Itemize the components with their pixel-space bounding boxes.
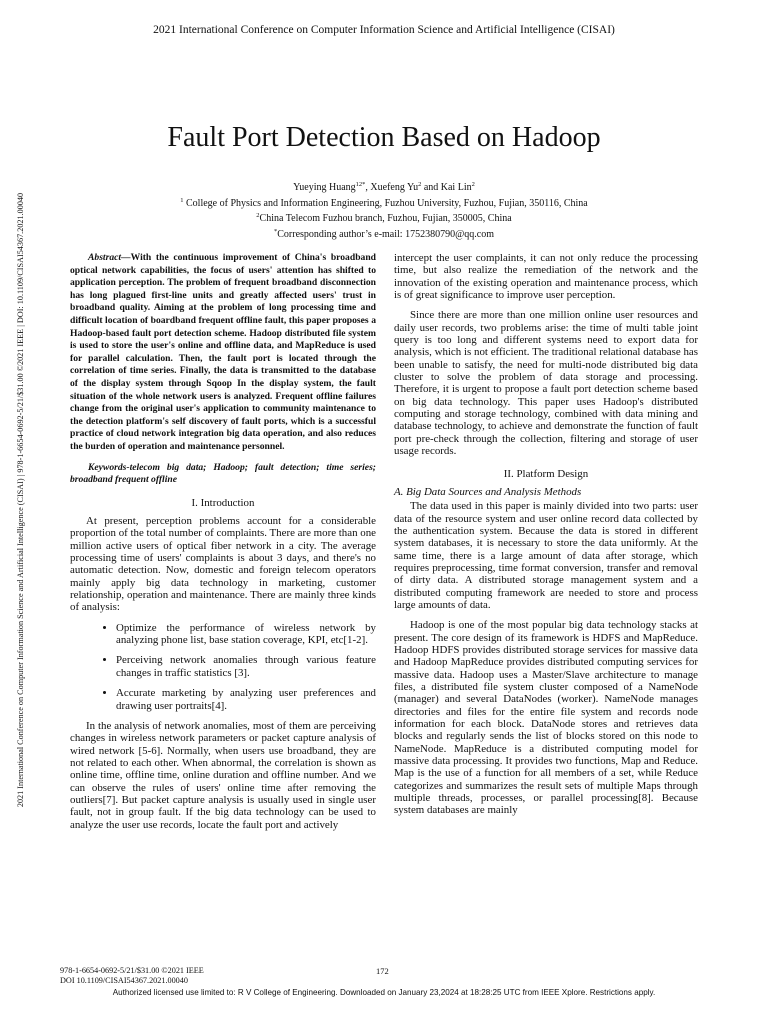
conference-header: 2021 International Conference on Computer Information Science and Artificial Intelligence (CISAI) xyxy=(153,24,615,36)
page-number: 172 xyxy=(376,966,389,976)
right-column xyxy=(394,252,698,817)
affiliation-1: $^1$ College of Physics and Information Engineering, Fuzhou University, Fuzhou, Fujian, 350116, China xyxy=(180,196,588,209)
section-heading-introduction: I. Introduction xyxy=(191,496,255,509)
list-item: • Perceiving network anomalies through various feature changes in traffic statistics [3]. xyxy=(116,654,376,679)
left-column xyxy=(70,252,376,831)
platform-paragraph-2: Hadoop is one of the most popular big data technology stacks at present. The core design of its framework is HDFS and MapReduce. Hadoop HDFS provides distributed storage services for massive data and Hadoop MapReduce provides distributed computing services for massive data. Hadoop uses a Master/Slave architecture to manage files, a distributed file system cluster composed of a NameNode (manager) and several DataNodes (worker). NameNode manages directories and files for the entire file system and records node information for each block. DataNode stores and retrieves data blocks and regularly sends the list of blocks stored on this node to NameNode. MapReduce is a distributed computing model for massive data processing. It provides two functions, Map and Reduce. Map is the use of a function for all members of a set, while Reduce categorizes and summarizes the result sets of multiple Maps through multiple threads, processes, or parallel processing[8]. Because system databases are mainly xyxy=(394,619,698,817)
doi-line: DOI 10.1109/CISAI54367.2021.00040 xyxy=(60,976,188,985)
section-heading-platform-design: II. Platform Design xyxy=(503,467,589,480)
isbn-line: 978-1-6654-0692-5/21/$31.00 ©2021 IEEE xyxy=(60,966,204,975)
author-block xyxy=(0,180,768,242)
intro-paragraph-4: Since there are more than one million online user resources and daily user records, two problems arise: the time of multi table joint query is too long and different systems need to export data for analysis, which is not efficient. The traditional relational database has been unable to satisfy, the need for multi-node distributed big data cluster to solve the problem of data storage and processing. Therefore, it is urgent to propose a fault port detection scheme based on big data technology. This paper uses Hadoop's distributed computing and storage technology, combined with data mining and database technology, to achieve and demonstrate the function of fault port pre-check through the collection, filtering and storage of user usage records. xyxy=(394,309,698,458)
abstract-label: Abstract— xyxy=(88,252,131,263)
abstract-text: With the continuous improvement of China's broadband optical network capabilities, the focus of users' attention has shifted to application perception. The problem of frequent broadband disconnection has long plagued first-line units and greatly affected users' trust in broadband quality. Aiming at the problem of long processing time and difficult location of boardband frequent offline fault, this paper proposes a Hadoop-based fault port detection scheme. Hadoop distributed file system is used to store the user's online and offline data, and MapReduce is used for parallel calculation. Then, the fault port is located through the correlation of time series. Finally, the data is transmitted to the database of the display system through Sqoop In the display system, the fault situation of the whole network users is analyzed. Frequent offline failures change from the original user's application to community maintenance to the detection platform's self discovery of fault ports, which is a successful practice of cloud network integration big data operation, and also reduces the burden of operation and maintenance personnel. xyxy=(70,252,376,452)
list-item: • Optimize the performance of wireless network by analyzing phone list, base station coverage, KPI, etc[1-2]. xyxy=(116,622,376,647)
paper-title: Fault Port Detection Based on Hadoop xyxy=(167,122,601,153)
subsection-heading-data-sources: A. Big Data Sources and Analysis Methods xyxy=(394,485,582,498)
intro-paragraph-1: At present, perception problems account for a considerable proportion of the total number of complaints. There are more than one million active users of optical fiber network in a city. The average processing time of users' complaints is about 3 days, and there's no automatic detection. Now, domestic and foreign telecom operators mainly apply big data technology in marketing, customer relationship, operation and maintenance. There are mainly three kinds of analysis: xyxy=(70,515,376,614)
keywords: Keywords-telecom big data; Hadoop; fault detection; time series; broadband frequent offline xyxy=(70,461,376,486)
side-citation-text: 2021 International Conference on Computer Information Science and Artificial Intelligence (CISAI) | 978-1-6654-0692-5/21/$31.00 ©2021 IEEE | DOI: 10.1109/CISAI54367.2021.00040 xyxy=(16,192,25,808)
intro-paragraph-2: In the analysis of network anomalies, most of them are perceiving changes in wireless network parameters or packet capture analysis of wired network [5-6]. Normally, when users use broadband, they are not related to each other. When abnormal, the correlation is shown as online time, offline time, online duration and offline number. And we can observe the rules of users' online time after removing the outliers[7]. But packet capture analysis is usually used in single user fault, not in group fault. If the big data technology can be used to analyze the user use records, locate the fault port and actively xyxy=(70,719,376,831)
footer-identifiers xyxy=(60,966,204,986)
license-notice: Authorized licensed use limited to: R V College of Engineering. Downloaded on January 23,2024 at 18:28:25 UTC from IEEE Xplore. Restrictions apply. xyxy=(112,988,656,997)
author-names: Yueying Huang$^{12*}$, Xuefeng Yu$^2$ and Kai Lin$^2$ xyxy=(293,181,475,193)
intro-paragraph-3: intercept the user complaints, it can not only reduce the processing time, but also realize the remediation of the network and the innovation of the existing operation and maintenance process, which is of great significance to improve user perception. xyxy=(394,252,698,302)
analysis-bullet-list xyxy=(70,622,376,712)
list-item: • Accurate marketing by analyzing user preferences and drawing user portraits[4]. xyxy=(116,687,376,712)
corresponding-author: *Corresponding author’s e-mail: 1752380790@qq.com xyxy=(273,227,495,240)
abstract xyxy=(70,252,376,454)
affiliation-2: $^2$China Telecom Fuzhou branch, Fuzhou, Fujian, 350005, China xyxy=(256,212,512,224)
platform-paragraph-1: The data used in this paper is mainly divided into two parts: user data of the resource system and user online record data collected by the authentication system. Because the data is stored in different system databases, it is necessary to store the data uniformly. At the same time, there is a large amount of data after storage, which requires preprocessing, time format conversion, transfer and removal of dirty data. A distributed storage management system and a distributed computing framework are needed to store and process large amounts of data. xyxy=(394,500,698,611)
